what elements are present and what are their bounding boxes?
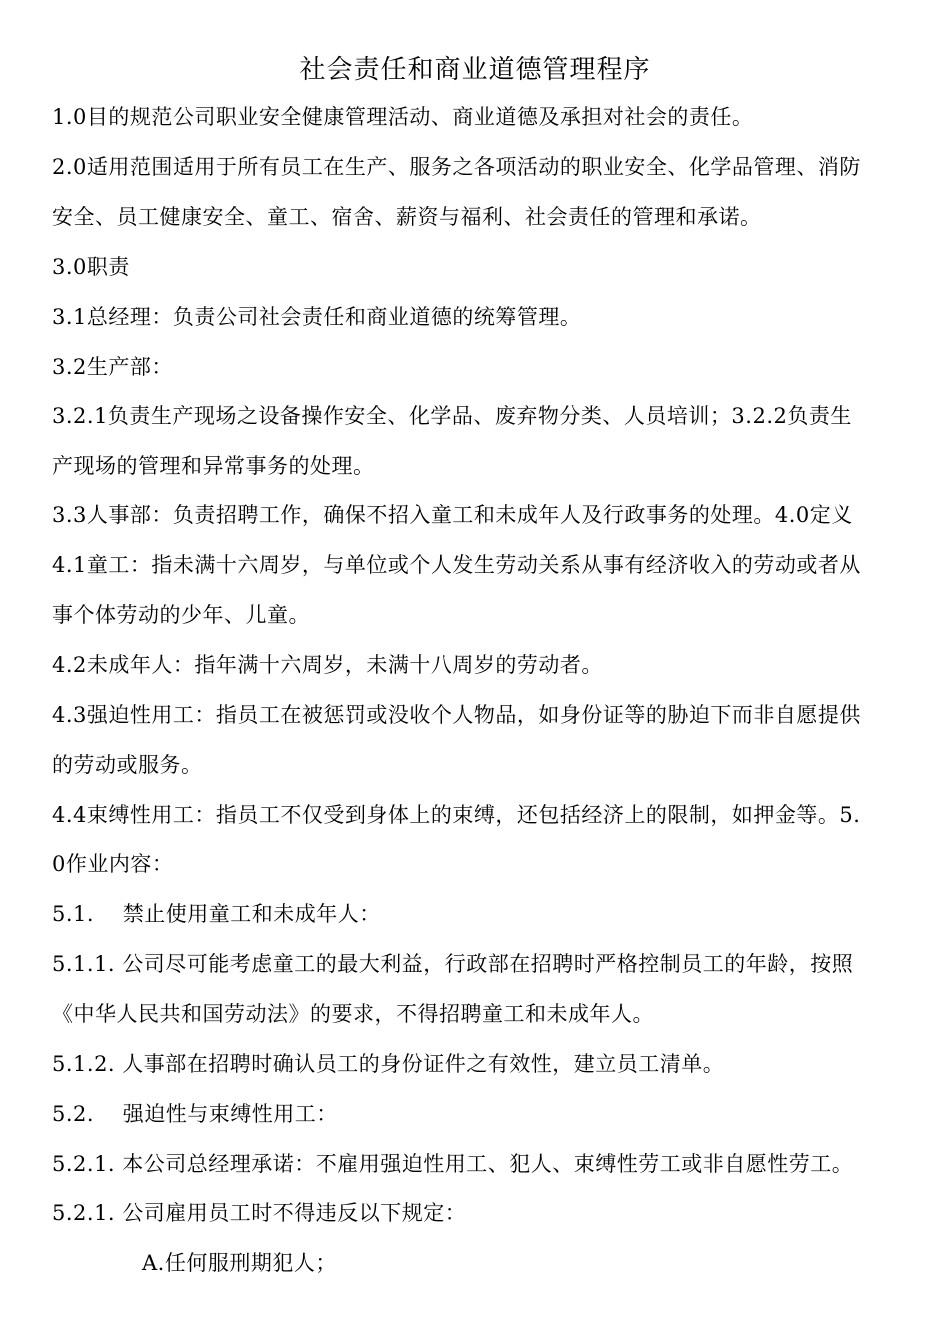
list-item: A.任何服刑期犯人； (142, 1251, 337, 1275)
paragraph-line: 4.3强迫性用工：指员工在被惩罚或没收个人物品，如身份证等的胁迫下而非自愿提供 (52, 703, 861, 727)
document-title: 社会责任和商业道德管理程序 (299, 55, 651, 85)
paragraph-line: 3.2.1负责生产现场之设备操作安全、化学品、废弃物分类、人员培训；3.2.2负责生 (52, 404, 852, 428)
paragraph-line: 3.2生产部： (52, 355, 173, 379)
paragraph-line: 1.0目的规范公司职业安全健康管理活动、商业道德及承担对社会的责任。 (52, 105, 754, 129)
paragraph-line: 安全、员工健康安全、童工、宿舍、薪资与福利、社会责任的管理和承诺。 (52, 205, 762, 229)
paragraph-line: 《中华人民共和国劳动法》的要求，不得招聘童工和未成年人。 (52, 1002, 654, 1026)
paragraph-line: 3.1总经理：负责公司社会责任和商业道德的统筹管理。 (52, 305, 582, 329)
paragraph-line: 5.2. 强迫性与束缚性用工： (52, 1102, 338, 1126)
paragraph-line: 事个体劳动的少年、儿童。 (52, 603, 310, 627)
paragraph-line: 0作业内容： (52, 852, 174, 876)
paragraph-line: 5.1.2. 人事部在招聘时确认员工的身份证件之有效性，建立员工清单。 (52, 1052, 725, 1076)
paragraph-line: 5.1. 禁止使用童工和未成年人： (52, 902, 381, 926)
paragraph-line: 4.2未成年人：指年满十六周岁，未满十八周岁的劳动者。 (52, 653, 603, 677)
paragraph-line: 4.4束缚性用工：指员工不仅受到身体上的束缚，还包括经济上的限制，如押金等。5. (52, 803, 861, 827)
paragraph-line: 2.0适用范围适用于所有员工在生产、服务之各项活动的职业安全、化学品管理、消防 (52, 155, 861, 179)
paragraph-line: 3.0职责 (52, 255, 130, 279)
paragraph-line: 3.3人事部：负责招聘工作，确保不招入童工和未成年人及行政事务的处理。4.0定义 (52, 503, 853, 527)
paragraph-line: 的劳动或服务。 (52, 753, 203, 777)
paragraph-line: 5.2.1. 公司雇用员工时不得违反以下规定： (52, 1201, 467, 1225)
paragraph-line: 5.2.1. 本公司总经理承诺：不雇用强迫性用工、犯人、束缚性劳工或非自愿性劳工。 (52, 1152, 854, 1176)
paragraph-line: 5.1.1. 公司尽可能考虑童工的最大利益，行政部在招聘时严格控制员工的年龄，按照 (52, 952, 854, 976)
paragraph-line: 产现场的管理和异常事务的处理。 (52, 454, 375, 478)
paragraph-line: 4.1童工：指未满十六周岁，与单位或个人发生劳动关系从事有经济收入的劳动或者从 (52, 553, 861, 577)
